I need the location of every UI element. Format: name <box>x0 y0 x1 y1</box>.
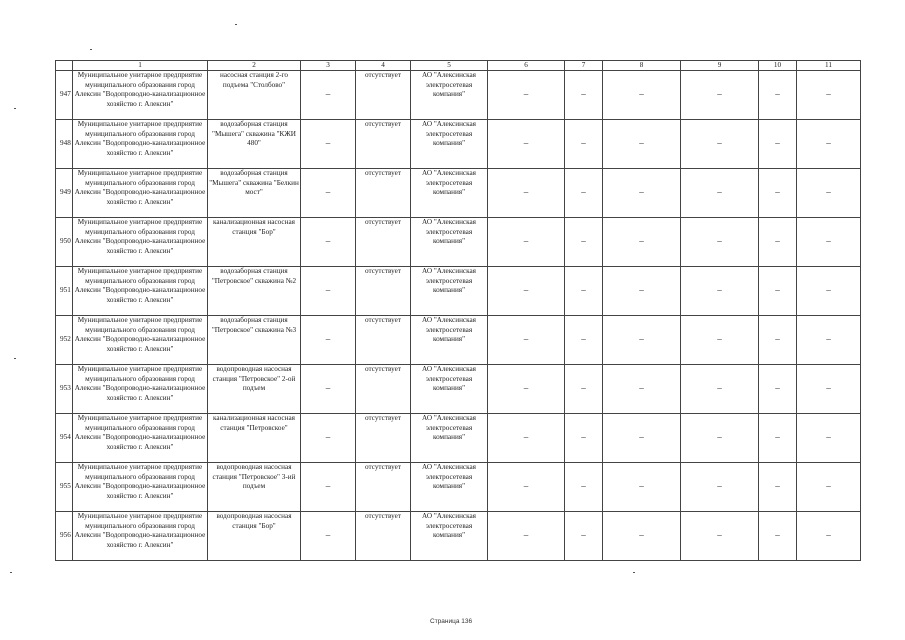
dash-cell: – <box>797 414 861 463</box>
dash-cell: – <box>759 512 797 561</box>
page-number: Страница 136 <box>430 618 473 625</box>
dash-cell: – <box>681 414 759 463</box>
column-header-4: 4 <box>356 61 411 71</box>
dash-cell: – <box>759 218 797 267</box>
facility-cell: водозаборная станция "Мышега" скважина "Белкин мост" <box>208 169 301 218</box>
organization-cell: Муниципальное унитарное предприятие муниципального образования город Алексин "Водопроводно-канализационное хозяйство г. Алексин" <box>73 512 208 561</box>
dash-cell: – <box>681 71 759 120</box>
dash-cell: – <box>565 120 603 169</box>
dash-cell: – <box>603 365 681 414</box>
dash-cell: – <box>603 463 681 512</box>
organization-cell: Муниципальное унитарное предприятие муниципального образования город Алексин "Водопроводно-канализационное хозяйство г. Алексин" <box>73 267 208 316</box>
dash-cell: – <box>681 169 759 218</box>
dash-cell: – <box>797 120 861 169</box>
facility-cell: насосная станция 2-го подъема "Столбово" <box>208 71 301 120</box>
row-number: 954 <box>56 414 73 463</box>
dash-cell: – <box>488 463 565 512</box>
dash-cell: – <box>301 463 356 512</box>
dash-cell: – <box>301 316 356 365</box>
dash-cell: – <box>797 169 861 218</box>
status-cell: отсутствует <box>356 463 411 512</box>
organization-cell: Муниципальное унитарное предприятие муниципального образования город Алексин "Водопроводно-канализационное хозяйство г. Алексин" <box>73 414 208 463</box>
column-header-0 <box>56 61 73 71</box>
organization-cell: Муниципальное унитарное предприятие муниципального образования город Алексин "Водопроводно-канализационное хозяйство г. Алексин" <box>73 316 208 365</box>
dash-cell: – <box>603 218 681 267</box>
status-cell: отсутствует <box>356 71 411 120</box>
dash-cell: – <box>301 414 356 463</box>
dash-cell: – <box>301 267 356 316</box>
dash-cell: – <box>797 267 861 316</box>
scan-speck <box>14 358 16 359</box>
grid-company-cell: АО "Алексинская электросетевая компания" <box>411 169 488 218</box>
header-row <box>56 61 861 71</box>
status-cell: отсутствует <box>356 267 411 316</box>
dash-cell: – <box>565 218 603 267</box>
dash-cell: – <box>681 218 759 267</box>
status-cell: отсутствует <box>356 120 411 169</box>
dash-cell: – <box>301 365 356 414</box>
table-row <box>56 316 861 365</box>
column-header-6: 6 <box>488 61 565 71</box>
status-cell: отсутствует <box>356 414 411 463</box>
dash-cell: – <box>603 316 681 365</box>
dash-cell: – <box>565 316 603 365</box>
dash-cell: – <box>565 169 603 218</box>
dash-cell: – <box>797 316 861 365</box>
dash-cell: – <box>681 365 759 414</box>
table-row <box>56 218 861 267</box>
facility-cell: водопроводная насосная станция "Петровское" 2-ой подъем <box>208 365 301 414</box>
scan-speck <box>633 572 635 573</box>
row-number: 951 <box>56 267 73 316</box>
column-header-8: 8 <box>603 61 681 71</box>
organization-cell: Муниципальное унитарное предприятие муниципального образования город Алексин "Водопроводно-канализационное хозяйство г. Алексин" <box>73 169 208 218</box>
dash-cell: – <box>565 365 603 414</box>
dash-cell: – <box>301 218 356 267</box>
row-number: 947 <box>56 71 73 120</box>
facility-cell: водозаборная станция "Петровское" скважина №3 <box>208 316 301 365</box>
row-number: 956 <box>56 512 73 561</box>
dash-cell: – <box>759 169 797 218</box>
column-header-5: 5 <box>411 61 488 71</box>
row-number: 955 <box>56 463 73 512</box>
organization-cell: Муниципальное унитарное предприятие муниципального образования город Алексин "Водопроводно-канализационное хозяйство г. Алексин" <box>73 71 208 120</box>
dash-cell: – <box>681 267 759 316</box>
dash-cell: – <box>488 267 565 316</box>
dash-cell: – <box>797 71 861 120</box>
dash-cell: – <box>681 463 759 512</box>
status-cell: отсутствует <box>356 365 411 414</box>
table-row <box>56 512 861 561</box>
facility-cell: водопроводная насосная станция "Бор" <box>208 512 301 561</box>
row-number: 950 <box>56 218 73 267</box>
dash-cell: – <box>797 463 861 512</box>
dash-cell: – <box>759 267 797 316</box>
dash-cell: – <box>603 169 681 218</box>
dash-cell: – <box>488 120 565 169</box>
scan-speck <box>235 24 237 25</box>
dash-cell: – <box>488 512 565 561</box>
table-row <box>56 463 861 512</box>
dash-cell: – <box>759 463 797 512</box>
dash-cell: – <box>565 414 603 463</box>
status-cell: отсутствует <box>356 169 411 218</box>
row-number: 949 <box>56 169 73 218</box>
dash-cell: – <box>488 169 565 218</box>
table-row <box>56 71 861 120</box>
status-cell: отсутствует <box>356 512 411 561</box>
grid-company-cell: АО "Алексинская электросетевая компания" <box>411 71 488 120</box>
dash-cell: – <box>565 463 603 512</box>
table-row <box>56 414 861 463</box>
dash-cell: – <box>603 120 681 169</box>
dash-cell: – <box>759 71 797 120</box>
organization-cell: Муниципальное унитарное предприятие муниципального образования город Алексин "Водопроводно-канализационное хозяйство г. Алексин" <box>73 463 208 512</box>
grid-company-cell: АО "Алексинская электросетевая компания" <box>411 365 488 414</box>
column-header-9: 9 <box>681 61 759 71</box>
dash-cell: – <box>565 71 603 120</box>
row-number: 952 <box>56 316 73 365</box>
grid-company-cell: АО "Алексинская электросетевая компания" <box>411 267 488 316</box>
column-header-3: 3 <box>301 61 356 71</box>
column-header-2: 2 <box>208 61 301 71</box>
status-cell: отсутствует <box>356 316 411 365</box>
facility-cell: водопроводная насосная станция "Петровское" 3-ий подъем <box>208 463 301 512</box>
dash-cell: – <box>603 71 681 120</box>
grid-company-cell: АО "Алексинская электросетевая компания" <box>411 120 488 169</box>
table-row <box>56 365 861 414</box>
registry-table <box>55 60 861 561</box>
facility-cell: канализационная насосная станция "Бор" <box>208 218 301 267</box>
dash-cell: – <box>797 218 861 267</box>
table-body <box>56 71 861 561</box>
grid-company-cell: АО "Алексинская электросетевая компания" <box>411 512 488 561</box>
organization-cell: Муниципальное унитарное предприятие муниципального образования город Алексин "Водопроводно-канализационное хозяйство г. Алексин" <box>73 120 208 169</box>
dash-cell: – <box>565 267 603 316</box>
dash-cell: – <box>603 512 681 561</box>
facility-cell: водозаборная станция "Петровское" скважина №2 <box>208 267 301 316</box>
dash-cell: – <box>759 365 797 414</box>
grid-company-cell: АО "Алексинская электросетевая компания" <box>411 463 488 512</box>
organization-cell: Муниципальное унитарное предприятие муниципального образования город Алексин "Водопроводно-канализационное хозяйство г. Алексин" <box>73 218 208 267</box>
dash-cell: – <box>681 512 759 561</box>
status-cell: отсутствует <box>356 218 411 267</box>
table-row <box>56 120 861 169</box>
dash-cell: – <box>603 267 681 316</box>
facility-cell: канализационная насосная станция "Петровское" <box>208 414 301 463</box>
dash-cell: – <box>759 316 797 365</box>
table-row <box>56 169 861 218</box>
dash-cell: – <box>301 120 356 169</box>
column-header-10: 10 <box>759 61 797 71</box>
column-header-1: 1 <box>73 61 208 71</box>
dash-cell: – <box>797 512 861 561</box>
dash-cell: – <box>759 414 797 463</box>
grid-company-cell: АО "Алексинская электросетевая компания" <box>411 414 488 463</box>
scan-speck <box>14 108 16 109</box>
facility-cell: водозаборная станция "Мышега" скважина "КЖИ 480" <box>208 120 301 169</box>
dash-cell: – <box>488 218 565 267</box>
dash-cell: – <box>603 414 681 463</box>
grid-company-cell: АО "Алексинская электросетевая компания" <box>411 316 488 365</box>
dash-cell: – <box>301 71 356 120</box>
dash-cell: – <box>797 365 861 414</box>
dash-cell: – <box>565 512 603 561</box>
grid-company-cell: АО "Алексинская электросетевая компания" <box>411 218 488 267</box>
dash-cell: – <box>301 169 356 218</box>
dash-cell: – <box>488 316 565 365</box>
scan-speck <box>90 49 92 50</box>
row-number: 948 <box>56 120 73 169</box>
dash-cell: – <box>759 120 797 169</box>
dash-cell: – <box>681 316 759 365</box>
row-number: 953 <box>56 365 73 414</box>
dash-cell: – <box>488 414 565 463</box>
column-header-7: 7 <box>565 61 603 71</box>
dash-cell: – <box>488 71 565 120</box>
column-header-11: 11 <box>797 61 861 71</box>
dash-cell: – <box>488 365 565 414</box>
dash-cell: – <box>301 512 356 561</box>
dash-cell: – <box>681 120 759 169</box>
table-row <box>56 267 861 316</box>
scan-speck <box>10 572 12 573</box>
organization-cell: Муниципальное унитарное предприятие муниципального образования город Алексин "Водопроводно-канализационное хозяйство г. Алексин" <box>73 365 208 414</box>
